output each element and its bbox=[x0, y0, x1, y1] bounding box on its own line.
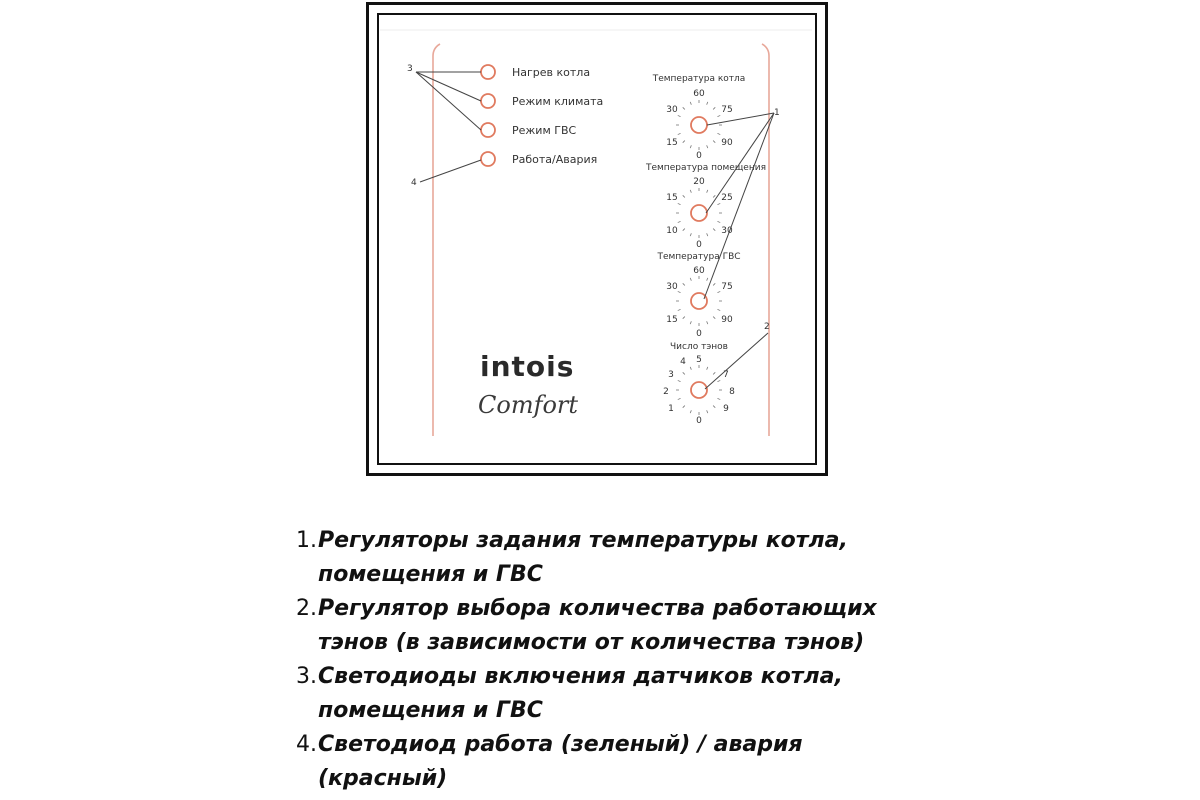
scale-label: 30 bbox=[721, 226, 733, 236]
scale-label: 2 bbox=[663, 387, 669, 397]
scale-label: 75 bbox=[721, 105, 733, 115]
legend-item bbox=[296, 660, 918, 728]
scale-label: 0 bbox=[696, 151, 702, 161]
dial-tick bbox=[707, 410, 708, 413]
dial-tick bbox=[717, 398, 720, 399]
dial-tick bbox=[678, 115, 681, 116]
callout-2: 2 bbox=[764, 322, 770, 332]
dial-room-temperature[interactable] bbox=[645, 163, 766, 250]
scale-label: 30 bbox=[666, 105, 678, 115]
dial-tick bbox=[690, 321, 691, 324]
indicator-led-dhw bbox=[481, 123, 577, 137]
legend-text: Светодиоды включения датчиков котла, помещения и ГВС bbox=[318, 664, 843, 723]
dial-tick bbox=[678, 133, 681, 134]
legend-item bbox=[296, 728, 918, 796]
scale-label: 1 bbox=[668, 404, 674, 414]
dial-tick bbox=[717, 203, 720, 204]
dial-tick bbox=[678, 309, 681, 310]
legend-text: Светодиод работа (зеленый) / авария (красный) bbox=[318, 732, 803, 791]
dial-tick bbox=[717, 291, 720, 292]
dial-tick bbox=[717, 309, 720, 310]
dial-tick bbox=[713, 283, 715, 285]
dial-tick bbox=[717, 221, 720, 222]
dial-tick bbox=[707, 278, 708, 281]
scale-label: 60 bbox=[693, 89, 705, 99]
indicator-label-status: Работа/Авария bbox=[512, 153, 598, 166]
legend-number: 2. bbox=[296, 596, 317, 621]
indicator-label-climate: Режим климата bbox=[512, 95, 604, 108]
scale-label: 0 bbox=[696, 416, 702, 426]
dial-tick bbox=[683, 229, 685, 231]
scale-label: 7 bbox=[723, 370, 729, 380]
dial-title-dhw: Температура ГВС bbox=[657, 252, 741, 262]
dial-tick bbox=[713, 229, 715, 231]
dial-tick bbox=[707, 102, 708, 105]
dial-tick bbox=[690, 278, 691, 281]
knob-heaters[interactable] bbox=[691, 382, 707, 398]
indicator-led-boiler bbox=[481, 65, 590, 79]
dial-tick bbox=[683, 141, 685, 143]
dial-title-boiler: Температура котла bbox=[652, 74, 746, 84]
legend-number: 1. bbox=[296, 528, 317, 553]
callout-3: 3 bbox=[407, 64, 413, 74]
callout-4: 4 bbox=[411, 178, 417, 188]
dial-tick bbox=[690, 102, 691, 105]
scale-label: 0 bbox=[696, 329, 702, 339]
scale-label: 15 bbox=[666, 193, 678, 203]
scale-label: 3 bbox=[668, 370, 674, 380]
callout-1: 1 bbox=[774, 108, 780, 118]
scale-label: 25 bbox=[721, 193, 733, 203]
dial-dhw-temperature[interactable] bbox=[656, 252, 740, 339]
dial-tick bbox=[713, 107, 715, 109]
dial-tick bbox=[678, 221, 681, 222]
dial-tick bbox=[717, 133, 720, 134]
dial-tick bbox=[713, 372, 715, 374]
dial-tick bbox=[678, 203, 681, 204]
dial-tick bbox=[683, 406, 685, 408]
dial-tick bbox=[683, 107, 685, 109]
brand-logo: intois bbox=[480, 350, 575, 383]
scale-label: 90 bbox=[721, 138, 733, 148]
scale-label: 4 bbox=[680, 357, 686, 367]
legend-text: Регуляторы задания температуры котла, помещения и ГВС bbox=[318, 528, 848, 587]
scale-label: 20 bbox=[693, 177, 705, 187]
scale-label: 0 bbox=[696, 240, 702, 250]
indicator-label-dhw: Режим ГВС bbox=[512, 124, 577, 137]
dial-tick bbox=[690, 145, 691, 148]
dial-tick bbox=[683, 372, 685, 374]
dial-tick bbox=[690, 190, 691, 193]
dial-tick bbox=[690, 367, 691, 370]
dial-tick bbox=[707, 233, 708, 236]
dial-title-room: Температура помещения bbox=[645, 163, 767, 173]
model-logo: Comfort bbox=[478, 391, 579, 419]
scale-label: 15 bbox=[666, 138, 678, 148]
dial-tick bbox=[683, 195, 685, 197]
dial-tick bbox=[690, 233, 691, 236]
legend-list bbox=[296, 524, 918, 796]
scale-label: 9 bbox=[723, 404, 729, 414]
dial-tick bbox=[678, 398, 681, 399]
scale-label: 5 bbox=[696, 355, 702, 365]
dial-tick bbox=[683, 317, 685, 319]
dial-tick bbox=[717, 380, 720, 381]
dial-tick bbox=[707, 321, 708, 324]
callout-leaders-left bbox=[416, 72, 481, 182]
scale-label: 15 bbox=[666, 315, 678, 325]
scale-label: 60 bbox=[693, 266, 705, 276]
dial-title-heaters: Число тэнов bbox=[670, 342, 728, 352]
dial-tick bbox=[713, 317, 715, 319]
dial-tick bbox=[707, 367, 708, 370]
legend-number: 3. bbox=[296, 664, 317, 689]
legend-text: Регулятор выбора количества работающих тэнов (в зависимости от количества тэнов) bbox=[318, 596, 877, 655]
legend-item bbox=[296, 592, 918, 660]
knob-boiler[interactable] bbox=[691, 117, 707, 133]
dial-tick bbox=[707, 145, 708, 148]
dial-tick bbox=[690, 410, 691, 413]
knob-room[interactable] bbox=[691, 205, 707, 221]
dial-boiler-temperature[interactable] bbox=[652, 74, 746, 161]
dial-tick bbox=[713, 195, 715, 197]
scale-label: 30 bbox=[666, 282, 678, 292]
scale-label: 10 bbox=[666, 226, 678, 236]
panel-rails bbox=[380, 30, 812, 436]
dial-tick bbox=[678, 291, 681, 292]
dial-tick bbox=[683, 283, 685, 285]
legend-number: 4. bbox=[296, 732, 317, 757]
scale-label: 75 bbox=[721, 282, 733, 292]
dial-tick bbox=[717, 115, 720, 116]
indicator-led-status bbox=[481, 152, 597, 166]
indicator-label-boiler: Нагрев котла bbox=[512, 66, 591, 79]
dial-tick bbox=[713, 141, 715, 143]
knob-dhw[interactable] bbox=[691, 293, 707, 309]
legend-item bbox=[296, 524, 918, 592]
scale-label: 90 bbox=[721, 315, 733, 325]
scale-label: 8 bbox=[729, 387, 735, 397]
dial-tick bbox=[713, 406, 715, 408]
dial-tick bbox=[707, 190, 708, 193]
dial-tick bbox=[678, 380, 681, 381]
indicator-led-climate bbox=[481, 94, 603, 108]
